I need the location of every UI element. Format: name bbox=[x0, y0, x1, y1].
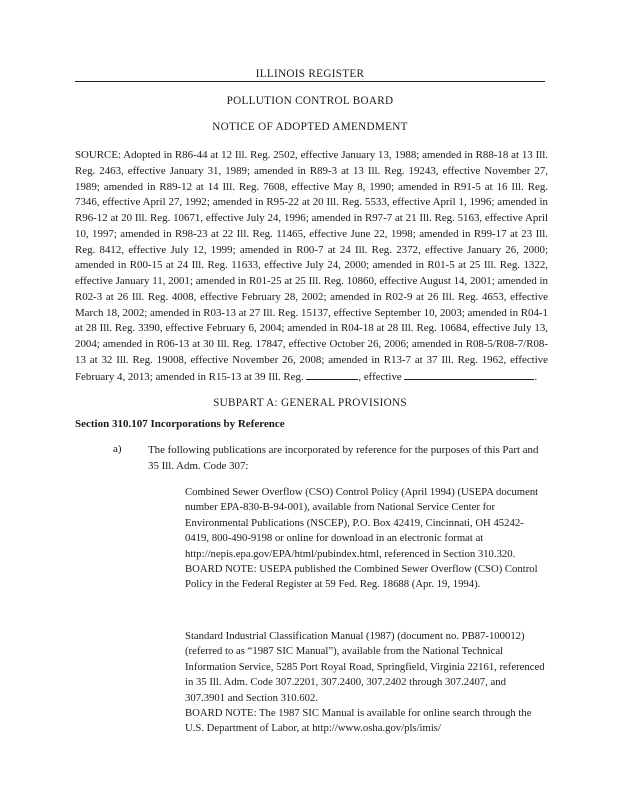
effective-date-blank bbox=[404, 369, 534, 380]
effective-label: , effective bbox=[358, 370, 402, 383]
item-letter: a) bbox=[113, 443, 122, 455]
reference-text: Combined Sewer Overflow (CSO) Control Policy (April 1994) (USEPA document number EPA-830-B-94-001), available from National Service Center for Environmental Publications (NSCEP), P.O. Box 42419, Cincinnati, OH 45242-0419, 800-490-9198 or online for download in an electronic format at http://nepis.epa.gov/EPA/html/pubindex.html, referenced in Section 310.320. bbox=[185, 486, 539, 560]
section-heading: Section 310.107 Incorporations by Reference bbox=[75, 418, 285, 430]
reference-text: Standard Industrial Classification Manual (1987) (document no. PB87-100012) (referred to as “1987 SIC Manual”), available from the National Technical Information Service, 5285 Port Royal Road, Springfield, Virginia 22161, referenced in 35 Ill. Adm. Code 307.2201, 307.2400, 307.2402 through 307.2407, and 307.3901 and Section 310.602. bbox=[185, 630, 545, 704]
reference-cso-policy bbox=[185, 485, 547, 593]
reg-page-blank bbox=[306, 369, 358, 380]
source-note bbox=[75, 148, 548, 385]
notice-title: NOTICE OF ADOPTED AMENDMENT bbox=[212, 121, 408, 133]
item-text: The following publications are incorporated by reference for the purposes of this Part and 35 Ill. Adm. Code 307: bbox=[148, 444, 539, 472]
board-title: POLLUTION CONTROL BOARD bbox=[226, 95, 394, 107]
source-end: . bbox=[534, 370, 538, 383]
reference-sic-manual bbox=[185, 629, 547, 737]
board-note: BOARD NOTE: The 1987 SIC Manual is available for online search through the U.S. Department of Labor, at http://www.osha.gov/pls/imis/ bbox=[185, 707, 532, 735]
header-rule bbox=[75, 81, 545, 82]
board-note: BOARD NOTE: USEPA published the Combined Sewer Overflow (CSO) Control Policy in the Federal Register at 59 Fed. Reg. 18688 (Apr. 19, 1994). bbox=[185, 563, 538, 591]
subpart-heading: SUBPART A: GENERAL PROVISIONS bbox=[213, 397, 407, 409]
source-text: SOURCE: Adopted in R86-44 at 12 Ill. Reg. 2502, effective January 13, 1988; amended in R88-18 at 13 Ill. Reg. 2463, effective January 31, 1989; amended in R89-3 at 13 Ill. Reg. 19243, effective November 27, 1989; amended in R89-12 at 14 Ill. Reg. 7608, effective May 8, 1990; amended in R91-5 at 16 Ill. Reg. 7346, effective April 27, 1992; amended in R95-22 at 20 Ill. Reg. 5533, effective April 1, 1996; amended in R96-12 at 20 Ill. Reg. 10671, effective July 24, 1996; amended in R97-7 at 21 Ill. Reg. 5163, effective April 10, 1997; amended in R98-23 at 22 Ill. Reg. 11465, effective June 22, 1998; amended in R99-17 at 23 Ill. Reg. 8412, effective July 12, 1999; amended in R00-7 at 24 Ill. Reg. 2372, effective January 26, 2000; amended in R00-15 at 24 Ill. Reg. 11633, effective July 24, 2000; amended in R01-5 at 25 Ill. Reg. 1322, effective January 11, 2001; amended in R01-25 at 25 Ill. Reg. 10860, effective August 14, 2001; amended in R02-3 at 26 Ill. Reg. 4008, effective February 28, 2002; amended in R02-9 at 26 Ill. Reg. 4653, effective March 18, 2002; amended in R03-13 at 27 Ill. Reg. 15137, effective September 10, 2003; amended in R04-1 at 28 Ill. Reg. 3390, effective February 6, 2004; amended in R04-18 at 28 Ill. Reg. 10684, effective July 13, 2004; amended in R06-13 at 30 Ill. Reg. 17847, effective October 26, 2006; amended in R08-5/R08-7/R08-13 at 32 Ill. Reg. 19008, effective November 26, 2008; amended in R13-7 at 37 Ill. Reg. 1962, effective February 4, 2013; amended in R15-13 at 39 Ill. Reg. bbox=[75, 149, 548, 383]
register-header: ILLINOIS REGISTER bbox=[255, 68, 365, 80]
